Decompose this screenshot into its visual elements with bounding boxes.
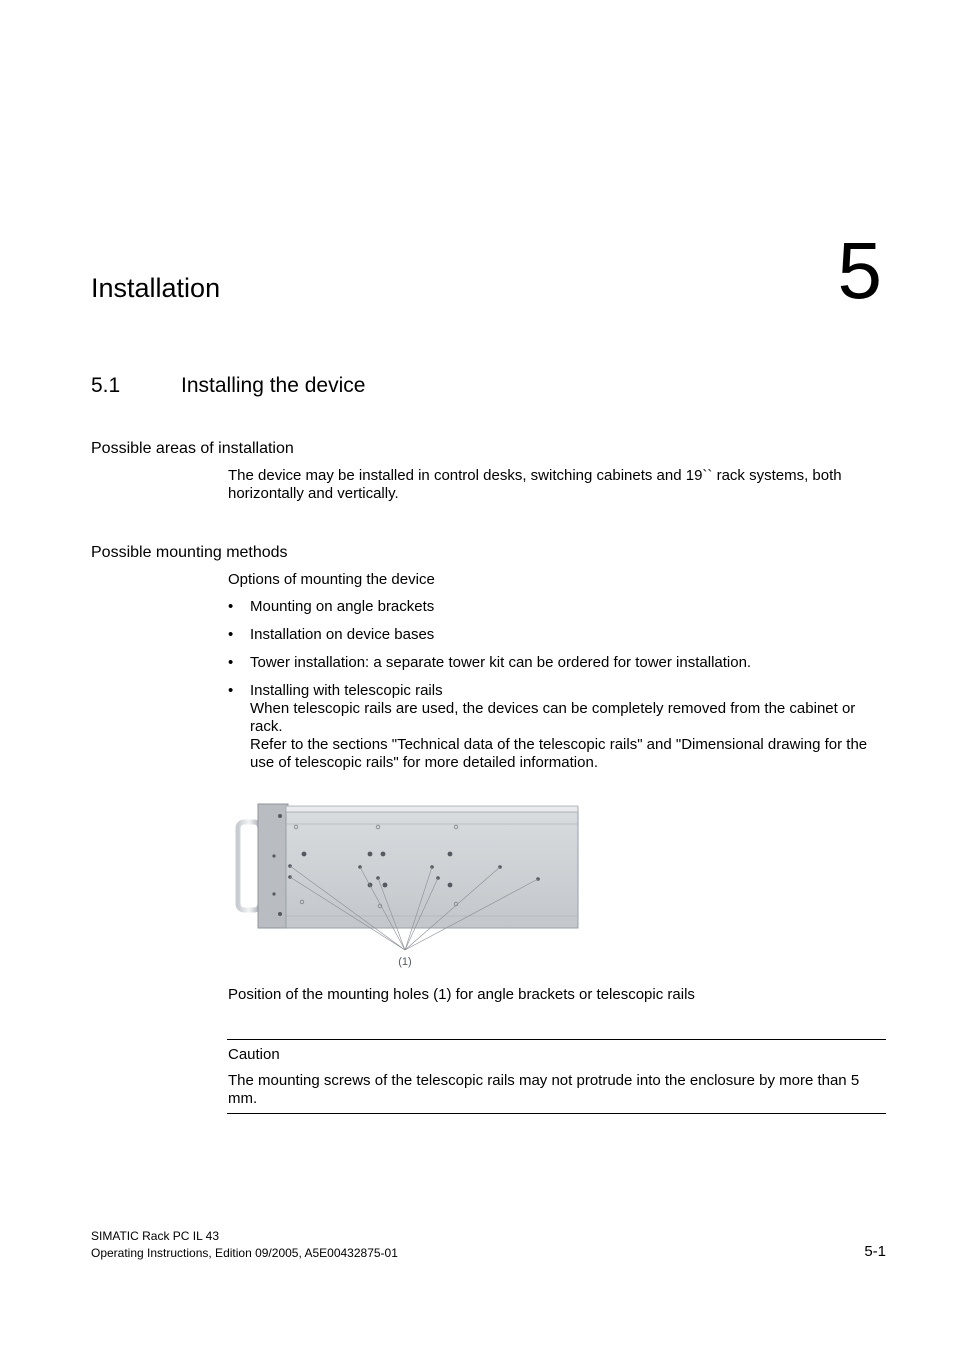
areas-heading: Possible areas of installation xyxy=(91,440,294,457)
chapter-number: 5 xyxy=(837,226,882,315)
section-title: Installing the device xyxy=(181,374,366,397)
figure-caption: Position of the mounting holes (1) for angle brackets or telescopic rails xyxy=(228,986,695,1003)
list-item xyxy=(228,598,888,616)
list-item xyxy=(228,682,888,772)
mounting-intro: Options of mounting the device xyxy=(228,571,435,588)
figure-callout-label: (1) xyxy=(398,956,412,968)
bullet-glyph: • xyxy=(228,598,234,615)
list-item-label: Installing with telescopic rails xyxy=(250,682,443,699)
caution-heading: Caution xyxy=(228,1046,280,1063)
caution-text: The mounting screws of the telescopic rails may not protrude into the enclosure by more than 5 mm. xyxy=(228,1072,860,1107)
device-illustration xyxy=(238,804,578,928)
chapter-title: Installation xyxy=(91,273,221,303)
list-item-label: Installation on device bases xyxy=(250,626,435,643)
caution-bottom-rule xyxy=(227,1113,886,1114)
device-side-view-figure xyxy=(228,798,588,970)
page-number: 5-1 xyxy=(864,1243,886,1260)
section-number: 5.1 xyxy=(91,374,121,397)
mounting-heading: Possible mounting methods xyxy=(91,544,288,561)
list-item-reference: Refer to the sections "Technical data of the telescopic rails" and "Dimensional drawing for the use of telescopic rails" for more detailed information. xyxy=(250,736,868,771)
footer-edition: Operating Instructions, Edition 09/2005, A5E00432875-01 xyxy=(91,1246,398,1260)
areas-text: The device may be installed in control desks, switching cabinets and 19`` rack systems, both horizontally and vertically. xyxy=(228,467,842,502)
bullet-glyph: • xyxy=(228,654,234,671)
bullet-glyph: • xyxy=(228,626,234,643)
list-item-label: Tower installation: a separate tower kit can be ordered for tower installation. xyxy=(250,654,752,671)
caution-top-rule xyxy=(227,1039,886,1040)
list-item xyxy=(228,654,888,672)
bullet-glyph: • xyxy=(228,682,234,699)
list-item xyxy=(228,626,888,644)
list-item-label: Mounting on angle brackets xyxy=(250,598,435,615)
mounting-list xyxy=(228,598,888,782)
list-item-detail: When telescopic rails are used, the devices can be completely removed from the cabinet or rack. xyxy=(250,700,856,735)
footer-product: SIMATIC Rack PC IL 43 xyxy=(91,1229,220,1243)
